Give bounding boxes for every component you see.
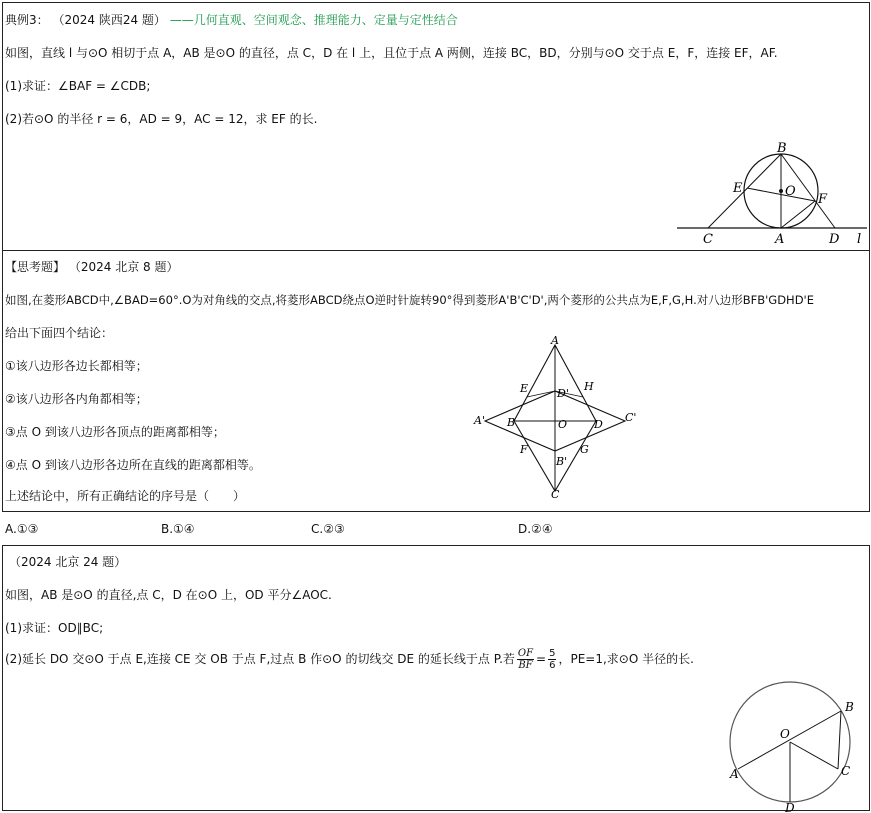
label-a: A [730,767,739,781]
label-d: D [785,801,795,813]
center-dot [779,189,783,193]
option-b[interactable]: B.①④ [161,522,195,536]
label-h: H [584,380,594,393]
option-a[interactable]: A.①③ [5,522,39,536]
problem3-part2 [5,648,694,671]
label-d: D [829,232,840,247]
label-o: O [780,727,790,741]
problem1-header [5,12,458,28]
problem1-tag: ——几何直观、空间观念、推理能力、定量与定性结合 [169,13,458,27]
label-f: F [818,192,828,207]
label-e: E [520,382,529,395]
label-c-prime: C' [625,411,637,424]
label-c: C [841,764,851,778]
problem2-conclusion-2: ②该八边形各内角都相等； [5,392,148,406]
label-e: E [733,181,743,196]
problem2-conclusion-1: ①该八边形各边长都相等； [5,359,148,373]
label-a: A [551,335,559,347]
segment-oc [790,742,838,769]
problem3-source: （2024 北京 24 题） [9,555,127,569]
problem2-header [5,259,178,275]
problem2-conclusion-3: ③点 O 到该八边形各顶点的距离都相等； [5,425,225,439]
label-a: A [775,232,785,247]
problem2-conclusion-4: ④点 O 到该八边形各边所在直线的距离都相等。 [5,458,261,472]
fraction-den-bf: BF [518,660,533,671]
label-o: O [558,418,568,431]
option-c[interactable]: C.②③ [311,522,345,536]
segment-bc [838,711,841,769]
fraction-of-bf [517,648,534,671]
label-o: O [785,184,796,199]
label-f: F [520,443,528,456]
problem1-label: 典例3： [5,13,49,27]
problem3-part1: (1)求证：OD∥BC; [5,621,104,635]
label-c: C [551,488,560,500]
equals-sign: = [536,652,547,666]
problem2-stem2: 给出下面四个结论： [5,326,114,340]
label-c: C [703,232,713,247]
fraction-den-6: 6 [549,660,556,671]
label-b: B [845,700,854,714]
label-d-prime: D' [557,387,569,400]
segment-bc [708,154,781,228]
problem2-label: 【思考题】 [5,260,66,274]
fraction-5-6 [548,648,556,671]
problem1-stem: 如图，直线 l 与⊙O 相切于点 A，AB 是⊙O 的直径，点 C，D 在 l 上，且位于点 A 两侧，连接 BC，BD，分别与⊙O 交于点 E，F，连接 EF，AF. [5,46,778,60]
label-a-prime: A' [474,414,485,427]
fraction-num-5: 5 [549,648,556,659]
problem3-part2-text-a: (2)延长 DO 交⊙O 于点 E,连接 CE 交 OB 于点 F,过点 B 作⊙O 的切线交 DE 的延长线于点 P.若 [5,652,515,666]
problem3-figure [728,678,863,813]
problem1-part2: (2)若⊙O 的半径 r = 6，AD = 9，AC = 12，求 EF 的长. [5,112,318,126]
problem2-figure [470,335,650,500]
problem3-stem: 如图，AB 是⊙O 的直径,点 C，D 在⊙O 上，OD 平分∠AOC. [5,588,332,602]
label-b: B [777,141,787,156]
problem1-part1: (1)求证：∠BAF = ∠CDB; [5,79,151,93]
problem2-stem: 如图,在菱形ABCD中,∠BAD=60°.O为对角线的交点,将菱形ABCD绕点O逆时针旋转90°得到菱形A'B'C'D',两个菱形的公共点为E,F,G,H.对八边形BFB'GDHD'E [5,293,814,307]
label-d: D [594,418,603,431]
problem3-part2-text-b: ，PE=1,求⊙O 半径的长. [558,652,694,666]
problem1-source: （2024 陕西24 题） [52,13,166,27]
option-d[interactable]: D.②④ [518,522,553,536]
problem2-source: （2024 北京 8 题） [68,260,179,274]
fraction-num-of: OF [517,648,534,659]
label-b-prime: B' [556,455,568,468]
edge-ed1 [527,391,555,397]
label-l: l [857,232,862,247]
label-g: G [580,443,589,456]
problem2-question: 上述结论中，所有正确结论的序号是（ ） [5,489,246,503]
problem1-figure [675,140,871,248]
label-b: B [507,416,516,429]
